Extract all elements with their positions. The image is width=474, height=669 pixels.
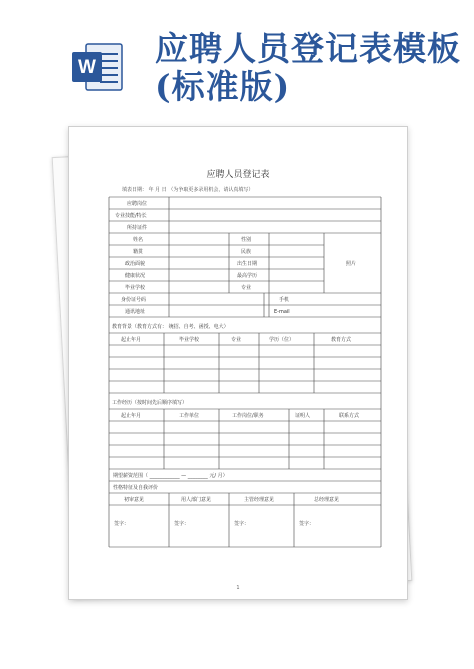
edu-col-mode: 教育方式 — [331, 337, 352, 343]
label-native-place: 籍贯 — [133, 249, 144, 255]
label-photo: 照片 — [346, 261, 357, 267]
edu-col-major: 专业 — [231, 337, 242, 343]
label-ethnicity: 民族 — [241, 249, 252, 255]
review-sign-4: 签字： — [299, 521, 315, 527]
page-title: 应聘人员登记表模板(标准版) — [155, 29, 461, 106]
work-col-employer: 工作单位 — [179, 413, 200, 419]
word-icon — [72, 40, 124, 94]
label-health: 健康状况 — [125, 273, 146, 279]
review-sign-1: 签字： — [114, 521, 130, 527]
review-col-initial: 初审意见 — [124, 497, 145, 503]
label-mobile: 手机 — [279, 297, 290, 303]
label-apply-position: 应聘岗位 — [127, 201, 148, 207]
label-id-number: 身份证号码 — [121, 297, 147, 303]
page-header — [0, 0, 474, 120]
page-number: 1 — [236, 585, 240, 591]
label-graduate-school: 毕业学校 — [125, 285, 146, 291]
review-col-gm: 总经理意见 — [314, 497, 340, 503]
edu-col-degree: 学历（位） — [269, 337, 295, 343]
form-sheet — [68, 126, 408, 600]
work-col-referee: 证明人 — [295, 413, 311, 419]
form-title: 应聘人员登记表 — [206, 170, 270, 180]
edu-col-school: 毕业学校 — [179, 337, 200, 343]
education-heading: 教育背景（教育方式有： 统招、自考、函授、电大） — [112, 324, 229, 330]
label-politics: 政治面貌 — [125, 261, 146, 267]
form-table — [69, 127, 407, 599]
label-address: 通讯地址 — [125, 309, 146, 315]
review-col-department: 用人部门意见 — [181, 497, 212, 503]
label-gender: 性别 — [241, 237, 252, 243]
label-certificates: 所持证件 — [127, 225, 148, 231]
review-sign-3: 签字： — [234, 521, 250, 527]
label-name: 姓名 — [133, 237, 144, 243]
word-icon-letter: W — [78, 57, 96, 78]
fill-date-note: 填表日期： 年 月 日 （为争取更多录用机会，请认真填写） — [122, 187, 254, 193]
work-col-position: 工作岗位/职务 — [232, 413, 264, 419]
label-specialty: 专业技能/特长 — [115, 213, 147, 219]
review-sign-2: 签字： — [174, 521, 190, 527]
label-highest-degree: 最高学历 — [237, 273, 258, 279]
edu-col-period: 起止年月 — [121, 337, 142, 343]
label-major: 专业 — [241, 285, 252, 291]
personality-label: 性格特征及自我评价 — [113, 485, 159, 491]
work-col-period: 起止年月 — [121, 413, 142, 419]
salary-range: 期望薪资范围（ ____________ — ________ 元/ 月） — [113, 473, 228, 479]
work-col-contact: 联系方式 — [339, 413, 360, 419]
review-col-manager: 主管经理意见 — [244, 497, 275, 503]
label-birth-date: 出生日期 — [237, 261, 258, 267]
label-email: E-mail — [274, 309, 290, 315]
work-heading: 工作经历（按时间先后顺序填写） — [112, 400, 188, 406]
